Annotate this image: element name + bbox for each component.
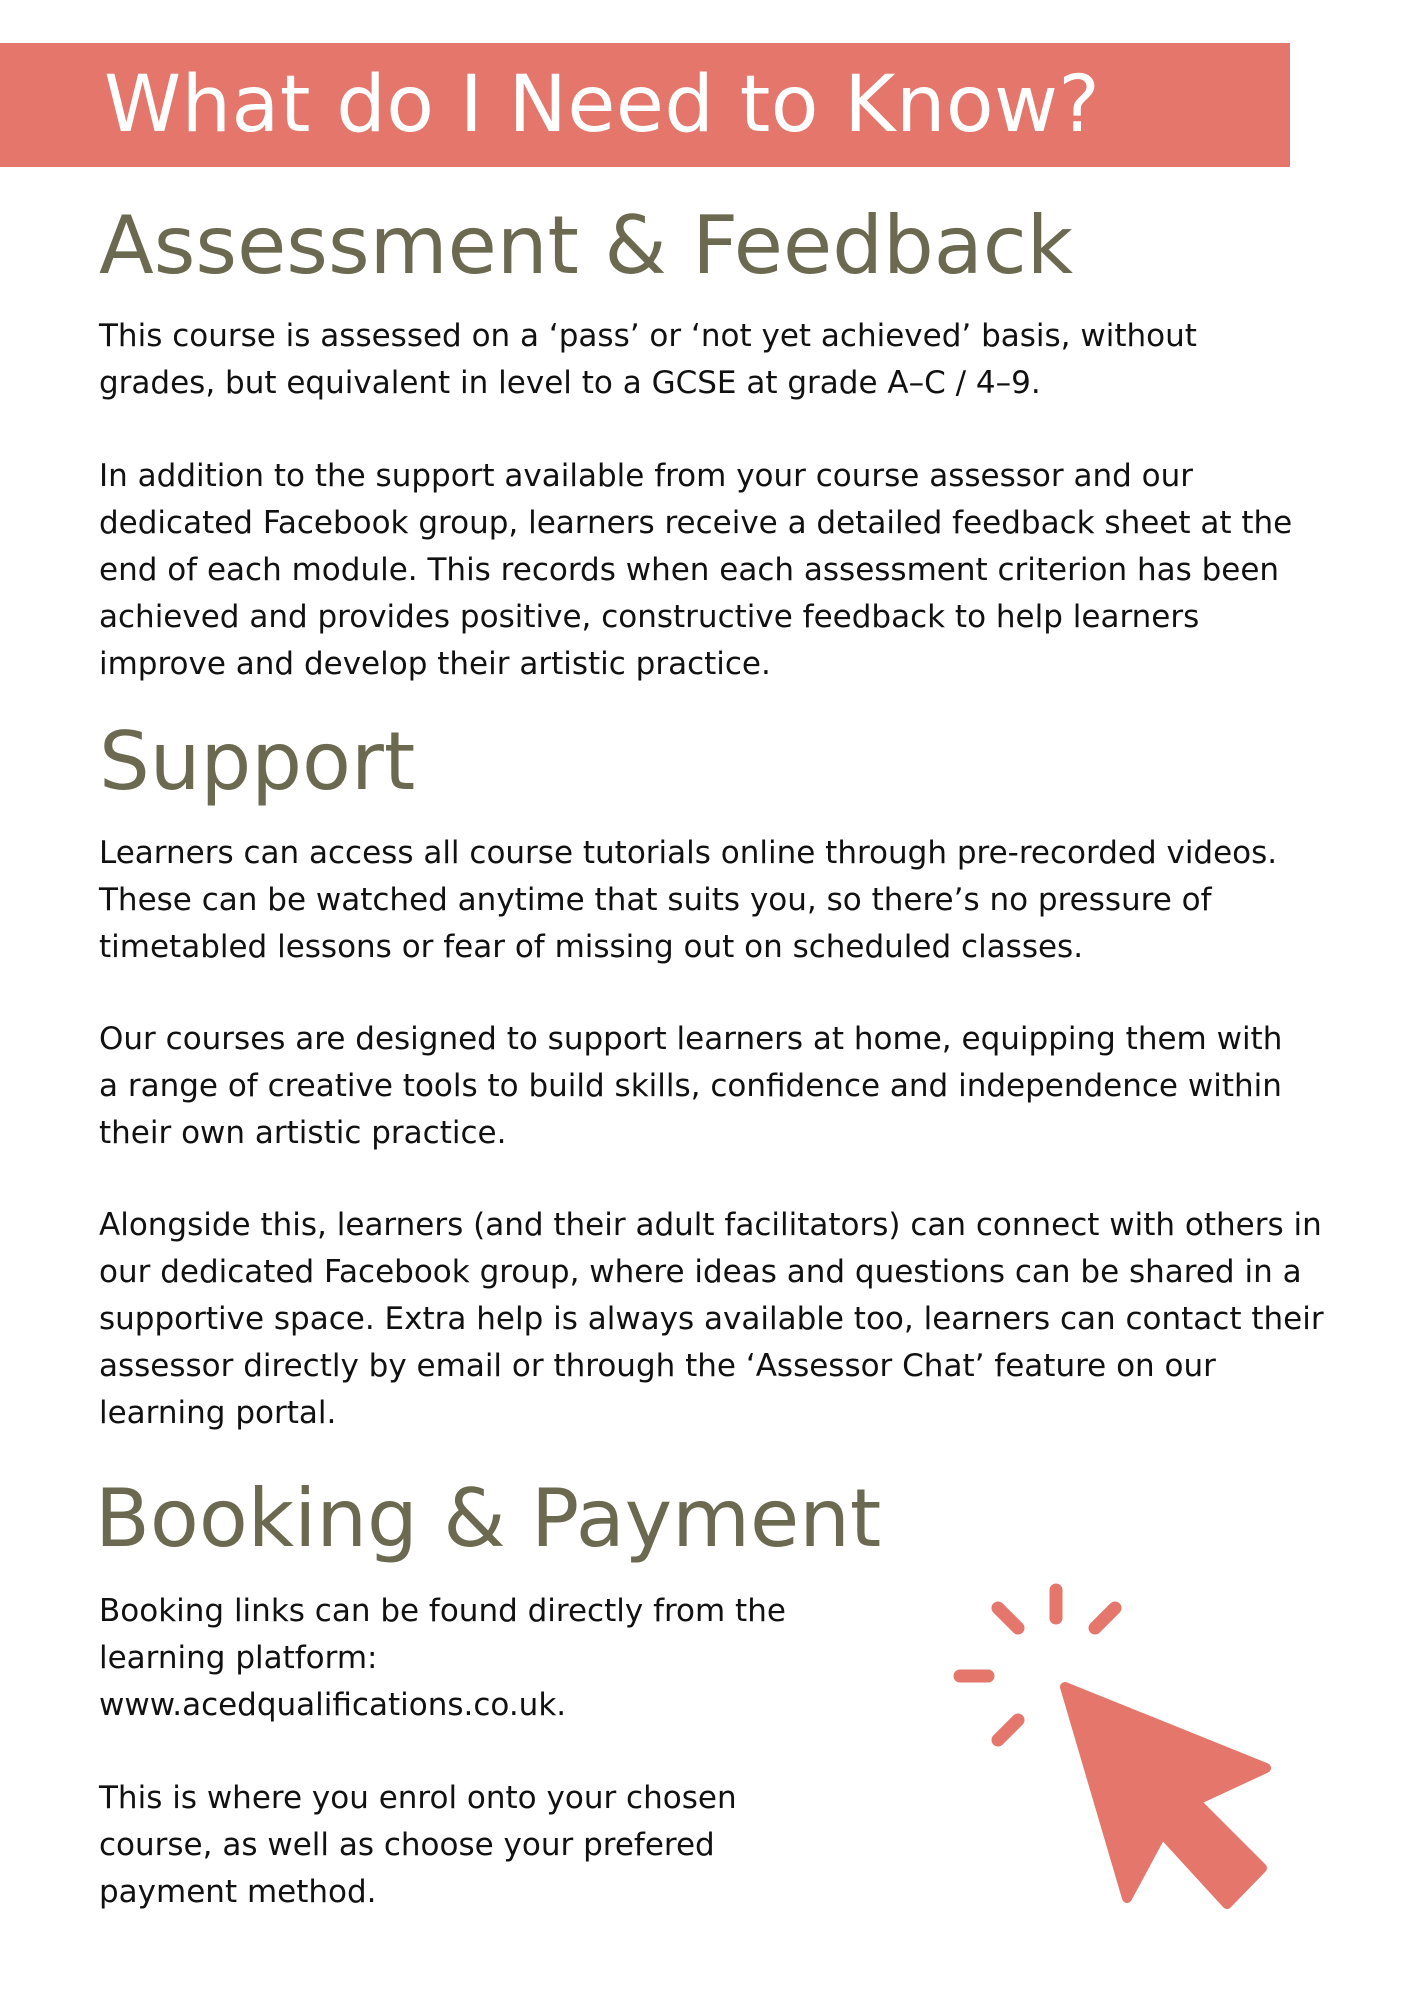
booking-text-line-1: Booking links can be found directly from the bbox=[99, 1593, 786, 1629]
click-ray-upper-left bbox=[998, 1608, 1018, 1628]
support-paragraph-3: Alongside this, learners (and their adult facilitators) can connect with others in our dedicated Facebook group, where ideas and questions can be shared in a supportive space. Extra help is always available too, learners can contact their assessor directly by email or through the ‘Assessor Chat’ feature on our learning portal. bbox=[99, 1207, 1324, 1431]
page-title: What do I Need to Know? bbox=[104, 60, 1101, 150]
booking-paragraph-1 bbox=[99, 1588, 889, 1729]
arrow-pointer-shape bbox=[1065, 1687, 1266, 1904]
assessment-paragraph-2: In addition to the support available from your course assessor and our dedicated Facebook group, learners receive a detailed feedback sheet at the end of each module. This records when each assessment criterion has been achieved and provides positive, constructive feedback to help learners improve and develop their artistic practice. bbox=[99, 458, 1293, 682]
booking-link[interactable]: www.acedqualifications.co.uk. bbox=[99, 1687, 567, 1723]
click-ray-lower-left bbox=[998, 1720, 1018, 1740]
cursor-click-icon bbox=[950, 1575, 1300, 1925]
support-paragraph-1: Learners can access all course tutorials online through pre-recorded videos. These can be watched anytime that suits you, so there’s no pressure of timetabled lessons or fear of missing out on scheduled classes. bbox=[99, 835, 1278, 965]
assessment-heading: Assessment & Feedback bbox=[99, 199, 1074, 292]
booking-paragraph-2: This is where you enrol onto your chosen course, as well as choose your prefered payment method. bbox=[99, 1780, 737, 1910]
support-paragraph-2: Our courses are designed to support learners at home, equipping them with a range of creative tools to build skills, confidence and independence within their own artistic practice. bbox=[99, 1021, 1283, 1151]
support-heading: Support bbox=[99, 715, 416, 808]
booking-text-line-2: learning platform: bbox=[99, 1640, 378, 1676]
assessment-paragraph-1: This course is assessed on a ‘pass’ or ‘not yet achieved’ basis, without grades, but equivalent in level to a GCSE at grade A–C / 4–9. bbox=[99, 318, 1197, 401]
title-banner bbox=[0, 43, 1290, 167]
click-ray-upper-right bbox=[1095, 1608, 1115, 1628]
booking-heading: Booking & Payment bbox=[95, 1472, 882, 1565]
